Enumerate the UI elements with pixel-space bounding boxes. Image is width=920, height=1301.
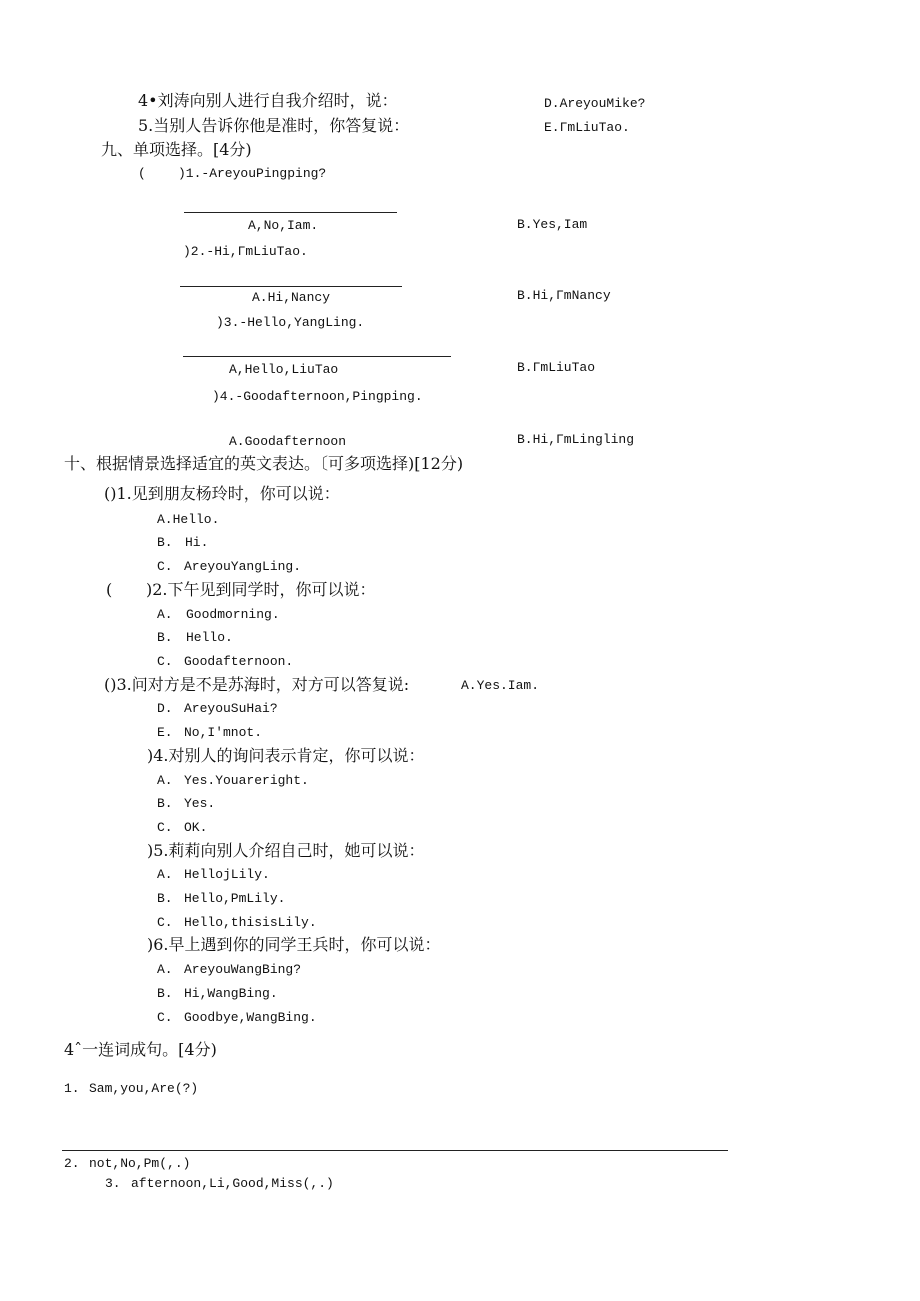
sec10-q1-option-c-letter: C. <box>157 559 173 574</box>
sec9-q4-option-b: B.Hi,ΓmLingling <box>517 432 635 447</box>
sec10-q5-option-b-letter: B. <box>157 891 173 906</box>
sec8-option-d: D.AreyouMike? <box>544 96 646 111</box>
sec8-question-5: 5.当别人告诉你他是准时，你答复说： <box>138 116 410 135</box>
sec10-q5-option-b-text: Hello,PmLily. <box>184 891 286 906</box>
sec10-q6-option-c-letter: C. <box>157 1010 173 1025</box>
sec10-q3-option-a: A.Yes.Iam. <box>461 678 540 693</box>
sec10-q6-option-b-text: Hi,WangBing. <box>184 986 278 1001</box>
sec10-q1-option-b-letter: B. <box>157 535 173 550</box>
sec10-q2-option-b-letter: B. <box>157 630 173 645</box>
sec10-q4-option-b-letter: B. <box>157 796 173 811</box>
sec10-q1-option-b-text: Hi. <box>185 535 209 550</box>
answer-line <box>183 356 451 357</box>
sec9-q1-option-b: B.Yes,Iam <box>517 217 588 232</box>
sec11-title: 4ˆ一连词成句。[4分) <box>64 1040 217 1059</box>
sec11-q1-text: Sam,you,Are(?) <box>89 1081 199 1096</box>
sec10-q2-option-a-letter: A. <box>157 607 173 622</box>
sec10-q2-option-c-letter: C. <box>157 654 173 669</box>
sec10-q6-option-a-text: AreyouWangBing? <box>184 962 302 977</box>
sec10-q6-option-b-letter: B. <box>157 986 173 1001</box>
sec10-title: 十、根据情景选择适宜的英文表达。〔可多项选择)[12分) <box>64 454 464 473</box>
sec10-q3-text: ()3.问对方是不是苏海时，对方可以答复说: <box>104 675 410 694</box>
sec9-q2-text: )2.-Hi,ΓmLiuTao. <box>183 244 308 259</box>
sec8-question-4: 4•刘涛向别人进行自我介绍时，说： <box>138 91 398 110</box>
answer-line <box>184 212 397 213</box>
sec10-q5-option-c-letter: C. <box>157 915 173 930</box>
sec10-q4-option-c-letter: C. <box>157 820 173 835</box>
sec9-q4-text: )4.-Goodafternoon,Pingping. <box>212 389 423 404</box>
sec10-q3-option-d-text: AreyouSuHai? <box>184 701 278 716</box>
sec9-q3-option-a: A,Hello,LiuTao <box>229 362 339 377</box>
sec11-q3-text: afternoon,Li,Good,Miss(,.) <box>131 1176 334 1191</box>
sec10-q5-option-a-text: HellojLily. <box>184 867 270 882</box>
sec9-title: 九、单项选择。[4分) <box>101 140 252 159</box>
sec9-q1-text: )1.-AreyouPingping? <box>178 166 327 181</box>
sec9-q2-option-b: B.Hi,ΓmNancy <box>517 288 611 303</box>
sec10-q1-option-c-text: AreyouYangLing. <box>184 559 302 574</box>
sec11-q1-number: 1. <box>64 1081 80 1096</box>
sec10-q5-option-a-letter: A. <box>157 867 173 882</box>
sec9-q4-option-a: A.Goodafternoon <box>229 434 347 449</box>
sec10-q2-option-c-text: Goodafternoon. <box>184 654 294 669</box>
sec10-q4-option-b-text: Yes. <box>184 796 216 811</box>
sec8-option-e: E.ΓmLiuTao. <box>544 120 630 135</box>
sec10-q2-option-a-text: Goodmorning. <box>186 607 280 622</box>
sec11-q2-text: not,No,Pm(,.) <box>89 1156 191 1171</box>
sec10-q3-option-e-letter: E. <box>157 725 173 740</box>
sec9-q3-option-b: B.ΓmLiuTao <box>517 360 596 375</box>
sec9-q2-option-a: A.Hi,Nancy <box>252 290 331 305</box>
sec10-q5-option-c-text: Hello,thisisLily. <box>184 915 317 930</box>
sec10-q6-option-c-text: Goodbye,WangBing. <box>184 1010 317 1025</box>
sec11-q3-number: 3. <box>105 1176 121 1191</box>
sec10-q4-option-a-letter: A. <box>157 773 173 788</box>
sec10-q3-option-d-letter: D. <box>157 701 173 716</box>
sec10-q4-option-c-text: OK. <box>184 820 208 835</box>
sec11-q2-number: 2. <box>64 1156 80 1171</box>
sec10-q6-text: )6.早上遇到你的同学王兵时，你可以说： <box>147 935 441 954</box>
sec10-q5-text: )5.莉莉向别人介绍自己时，她可以说： <box>147 841 425 860</box>
sec10-q1-option-a: A.Hello. <box>157 512 220 527</box>
answer-line <box>180 286 402 287</box>
answer-line <box>62 1150 728 1151</box>
sec10-q2-paren: ( <box>106 580 113 599</box>
sec10-q4-text: )4.对别人的询问表示肯定，你可以说： <box>147 746 425 765</box>
sec9-q1-option-a: A,No,Iam. <box>248 218 319 233</box>
sec10-q2-option-b-text: Hello. <box>186 630 233 645</box>
sec9-q1-paren: ( <box>138 166 146 181</box>
sec10-q1-text: ()1.见到朋友杨玲时，你可以说： <box>104 484 340 503</box>
sec9-q3-text: )3.-Hello,YangLing. <box>216 315 365 330</box>
sec10-q3-option-e-text: No,I'mnot. <box>184 725 263 740</box>
sec10-q6-option-a-letter: A. <box>157 962 173 977</box>
sec10-q2-text: )2.下午见到同学时，你可以说： <box>146 580 376 599</box>
sec10-q4-option-a-text: Yes.Youareright. <box>184 773 309 788</box>
